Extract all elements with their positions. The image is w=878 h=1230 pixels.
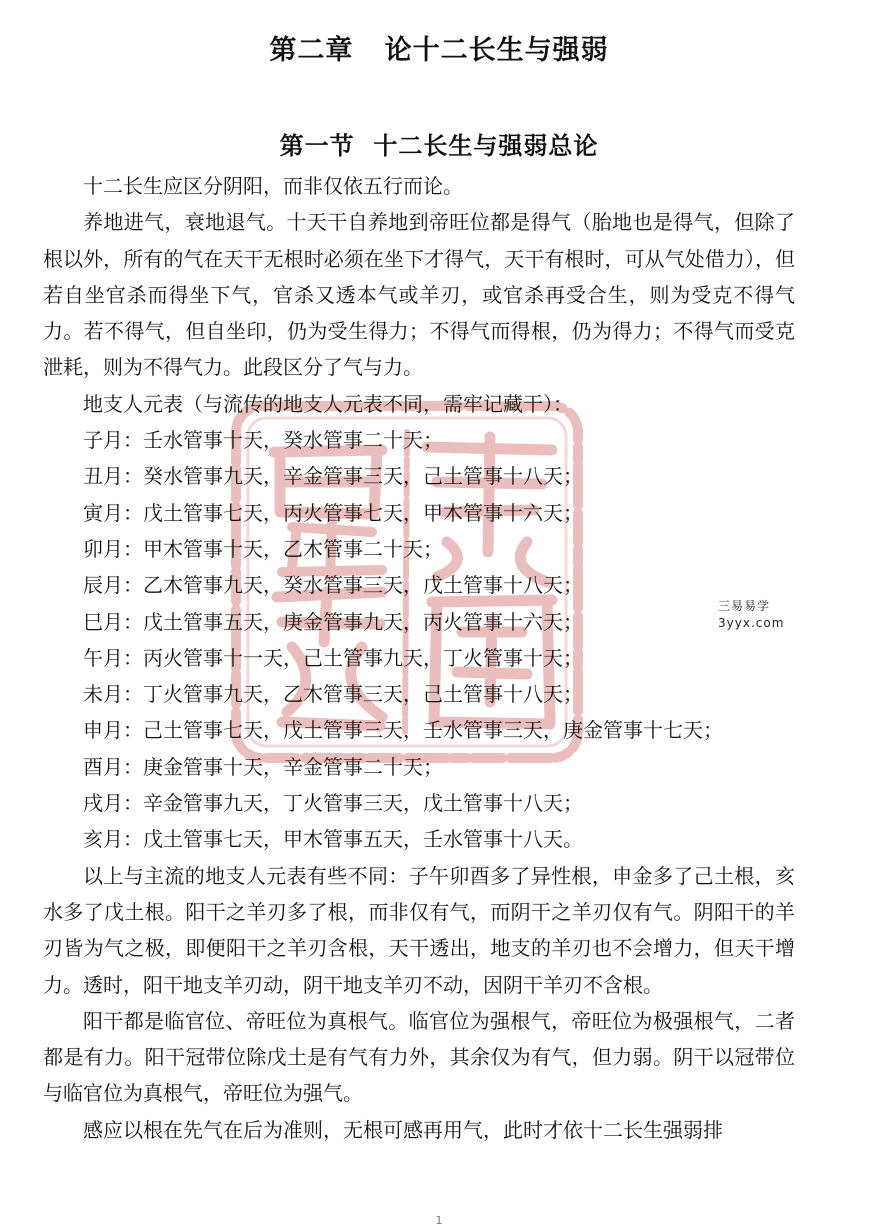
- month-entry-zi: 子月：壬水管事十天，癸水管事二十天；: [83, 428, 443, 453]
- month-entry-mao: 卯月：甲木管事十天，乙木管事二十天；: [83, 536, 443, 561]
- month-entry-wu: 午月：丙火管事十一天，己土管事九天，丁火管事十天；: [83, 645, 583, 670]
- paragraph: 感应以根在先气在后为准则，无根可感再用气，此时才依十二长生强弱排: [83, 1117, 723, 1142]
- month-entry-si: 巳月：戊土管事五天，庚金管事九天，丙火管事十六天；: [83, 609, 583, 634]
- chapter-title: 第二章 论十二长生与强弱: [269, 35, 609, 66]
- watermark-site-name: 三易易学: [718, 599, 771, 613]
- body-text: [43, 168, 795, 1148]
- page-number: 1: [435, 1214, 443, 1227]
- month-entry-you: 酉月：庚金管事十天，辛金管事二十天；: [83, 754, 443, 779]
- watermark-site-url: 3yyx.com: [718, 616, 785, 630]
- month-entry-shen: 申月：己土管事七天，戊土管事三天，壬水管事三天，庚金管事十七天；: [83, 718, 723, 743]
- paragraph: 地支人元表（与流传的地支人元表不同，需牢记藏干）：: [83, 391, 573, 416]
- month-entry-hai: 亥月：戊土管事七天，甲木管事五天，壬水管事十八天。: [83, 827, 583, 852]
- month-entry-chen: 辰月：乙木管事九天，癸水管事三天，戊土管事十八天；: [83, 573, 583, 598]
- month-entry-yin: 寅月：戊土管事七天，丙火管事七天，甲木管事十六天；: [83, 500, 583, 525]
- month-entry-wei: 未月：丁火管事九天，乙木管事三天，己土管事十八天；: [83, 682, 583, 707]
- section-title: 第一节 十二长生与强弱总论: [279, 132, 599, 160]
- paragraph: 阳干都是临官位、帝旺位为真根气。临官位为强根气，帝旺位为极强根气，二者都是有力。阳干冠带位除戊土是有气有力外，其余仅为有气，但力弱。阴干以冠带位与临官位为真根气，帝旺位为强气。: [43, 1008, 795, 1106]
- paragraph: 以上与主流的地支人元表有些不同：子午卯酉多了异性根，申金多了己土根，亥水多了戊土根。阳干之羊刃多了根，而非仅有气，而阴干之羊刃仅有气。阴阳干的羊刃皆为气之极，即便阳干之羊刃含根，天干透出，地支的羊刃也不会增力，但天干增力。透时，阳干地支羊刃动，阴干地支羊刃不动，因阴干羊刃不含根。: [43, 863, 795, 997]
- paragraph: 十二长生应区分阴阳，而非仅依五行而论。: [83, 174, 463, 198]
- paragraph: 养地进气，衰地退气。十天干自养地到帝旺位都是得气（胎地也是得气，但除了根以外，所有的气在天干无根时必须在坐下才得气，天干有根时，可从气处借力），但若自坐官杀而得坐下气，官杀又透本气或羊刃，或官杀再受合生，则为受克不得气力。若不得气，但自坐印，仍为受生得力；不得气而得根，仍为得力；不得气而受克泄耗，则为不得气力。此段区分了气与力。: [43, 210, 795, 380]
- month-entry-xu: 戌月：辛金管事九天，丁火管事三天，戊土管事十八天；: [83, 791, 583, 816]
- site-watermark: [718, 598, 784, 632]
- month-entry-chou: 丑月：癸水管事九天，辛金管事三天，己土管事十八天；: [83, 464, 583, 489]
